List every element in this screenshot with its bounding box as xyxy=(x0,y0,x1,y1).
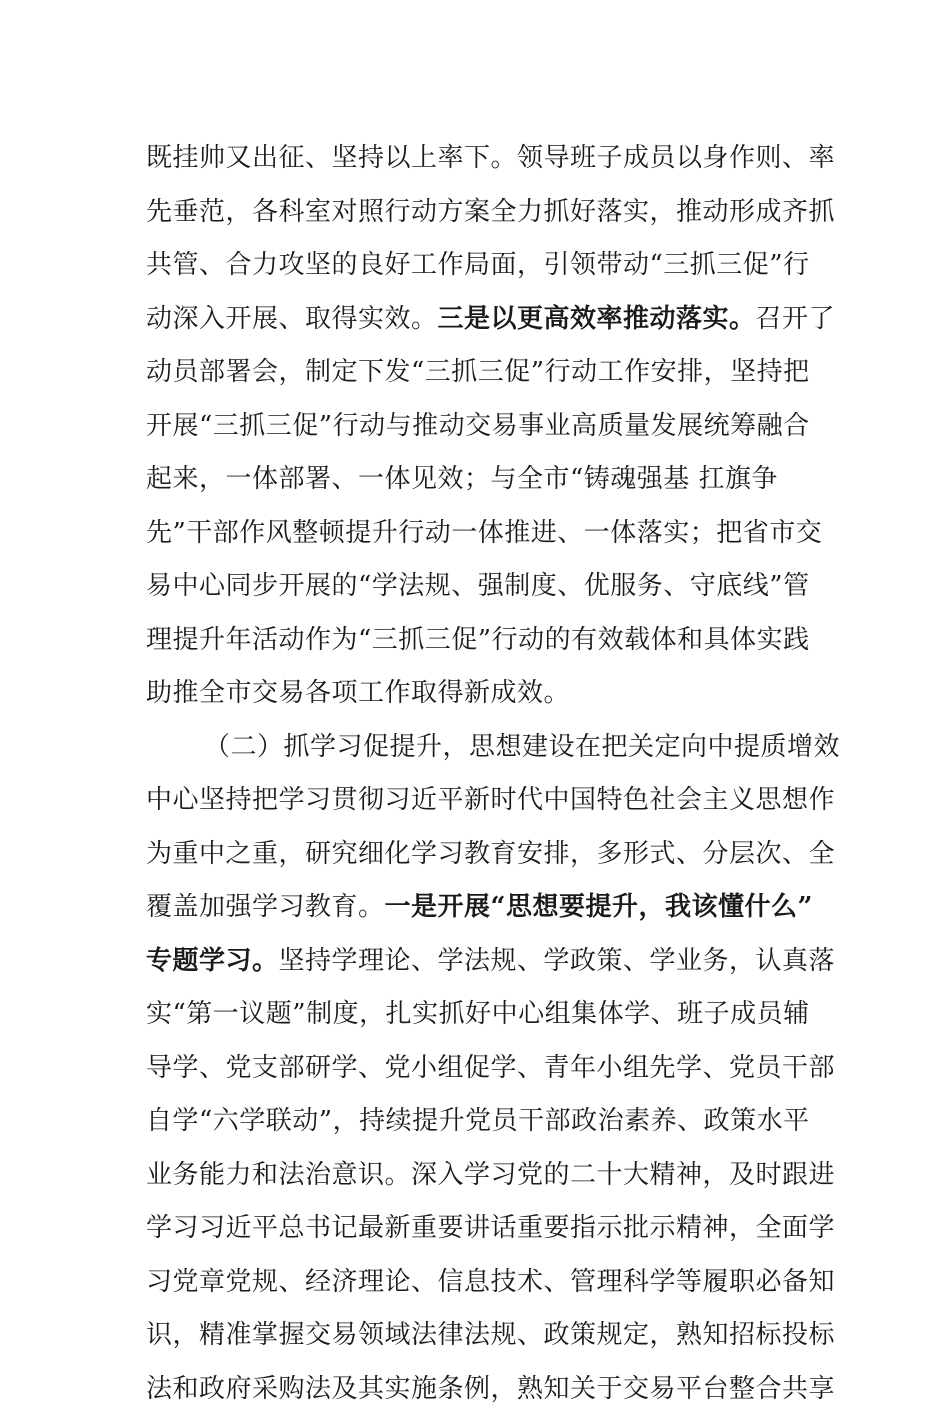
text-segment: 既挂帅又出征、坚持以上率下。领导班子成员以身作则、率 xyxy=(146,143,835,173)
text-line xyxy=(146,507,810,561)
text-line xyxy=(146,988,810,1042)
text-line xyxy=(146,1042,810,1096)
text-line xyxy=(146,239,810,293)
text-line xyxy=(146,1309,810,1363)
text-segment: 召开了 xyxy=(756,304,836,334)
text-segment: 识，精准掌握交易领域法律法规、政策规定，熟知招标投标 xyxy=(146,1320,835,1350)
text-line xyxy=(146,614,810,668)
text-line xyxy=(146,346,810,400)
text-line xyxy=(146,1363,810,1416)
text-segment: 实“第一议题”制度，扎实抓好中心组集体学、班子成员辅 xyxy=(146,999,810,1029)
text-segment: 开展“三抓三促”行动与推动交易事业高质量发展统筹融合 xyxy=(146,411,810,441)
text-segment: 易中心同步开展的“学法规、强制度、优服务、守底线”管 xyxy=(146,571,810,601)
text-segment: 坚持学理论、学法规、学政策、学业务，认真落 xyxy=(279,946,836,976)
text-segment: 法和政府采购法及其实施条例，熟知关于交易平台整合共享 xyxy=(146,1374,835,1404)
text-segment: 先垂范，各科室对照行动方案全力抓好落实，推动形成齐抓 xyxy=(146,197,835,227)
text-line xyxy=(146,1256,810,1310)
text-line xyxy=(146,667,810,721)
text-segment: 动员部署会，制定下发“三抓三促”行动工作安排，坚持把 xyxy=(146,357,810,387)
text-segment: 起来，一体部署、一体见效；与全市“铸魂强基 扛旗争 xyxy=(146,464,778,494)
text-line xyxy=(146,453,810,507)
text-segment: 动深入开展、取得实效。 xyxy=(146,304,438,334)
text-segment: 业务能力和法治意识。深入学习党的二十大精神，及时跟进 xyxy=(146,1160,835,1190)
text-segment: 导学、党支部研学、党小组促学、青年小组先学、党员干部 xyxy=(146,1053,835,1083)
bold-text-segment: 专题学习。 xyxy=(146,946,279,976)
text-segment: 为重中之重，研究细化学习教育安排，多形式、分层次、全 xyxy=(146,839,835,869)
text-segment: 中心坚持把学习贯彻习近平新时代中国特色社会主义思想作 xyxy=(146,785,835,815)
text-line xyxy=(146,774,810,828)
document-body xyxy=(146,132,810,1416)
text-segment: 共管、合力攻坚的良好工作局面，引领带动“三抓三促”行 xyxy=(146,250,810,280)
text-line xyxy=(146,935,810,989)
text-line xyxy=(146,1149,810,1203)
text-segment: 先”干部作风整顿提升行动一体推进、一体落实；把省市交 xyxy=(146,518,822,548)
bold-text-segment: 一是开展“思想要提升，我该懂什么” xyxy=(385,892,813,922)
text-line xyxy=(146,1095,810,1149)
text-line xyxy=(146,400,810,454)
bold-text-segment: 三是以更高效率推动落实。 xyxy=(438,304,756,334)
text-segment: 学习习近平总书记最新重要讲话重要指示批示精神，全面学 xyxy=(146,1213,835,1243)
text-line xyxy=(146,560,810,614)
text-line xyxy=(146,1202,810,1256)
text-line xyxy=(146,293,810,347)
text-segment: （二）抓学习促提升，思想建设在把关定向中提质增效 xyxy=(204,732,840,762)
text-segment: 习党章党规、经济理论、信息技术、管理科学等履职必备知 xyxy=(146,1267,835,1297)
text-line xyxy=(146,186,810,240)
text-line xyxy=(146,132,810,186)
text-line xyxy=(146,881,810,935)
text-segment: 自学“六学联动”，持续提升党员干部政治素养、政策水平 xyxy=(146,1106,810,1136)
text-segment: 助推全市交易各项工作取得新成效。 xyxy=(146,678,570,708)
text-segment: 理提升年活动作为“三抓三促”行动的有效载体和具体实践 xyxy=(146,625,810,655)
text-line xyxy=(146,828,810,882)
text-segment: 覆盖加强学习教育。 xyxy=(146,892,385,922)
text-line xyxy=(146,721,810,775)
